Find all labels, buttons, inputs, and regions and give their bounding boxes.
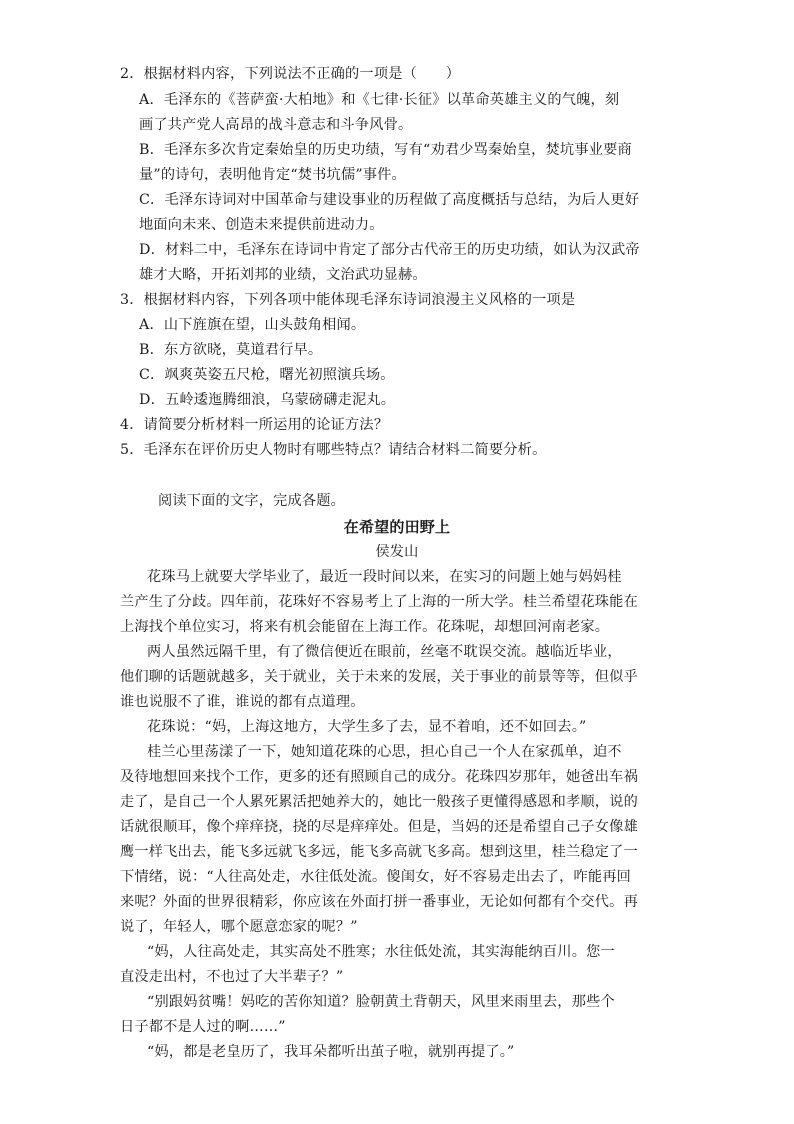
story-line: 两人虽然远隔千里，有了微信便近在眼前，丝毫不耽误交流。越临近毕业， (147, 644, 622, 660)
question-2-stem: 2．根据材料内容，下列说法不正确的一项是（ ） (120, 66, 461, 82)
question-4: 4．请简要分析材料一所运用的论证方法？ (120, 417, 389, 433)
story-line: 他们聊的话题就越多，关于就业，关于未来的发展，关于事业的前景等等，但似乎 (120, 669, 638, 685)
story-line: 来呢？外面的世界很精彩，你应该在外面打拼一番事业，无论如何都有个交代。再 (120, 894, 638, 910)
question-2-option-d: D．材料二中，毛泽东在诗词中肯定了部分古代帝王的历史功绩，如认为汉武帝 (139, 242, 640, 258)
story-line: 直没走出村，不也过了大半辈子？” (120, 969, 344, 985)
story-line: 谁也说服不了谁，谁说的都有点道理。 (120, 694, 365, 710)
story-line: 花珠马上就要大学毕业了，最近一段时间以来，在实习的问题上她与妈妈桂 (147, 569, 622, 585)
question-3-option-d: D．五岭逶迤腾细浪，乌蒙磅礴走泥丸。 (139, 392, 396, 408)
story-line: 鹰一样飞出去，能飞多远就飞多远，能飞多高就飞多高。想到这里，桂兰稳定了一 (120, 844, 638, 860)
question-3-option-c: C．飒爽英姿五尺枪，曙光初照演兵场。 (139, 367, 395, 383)
story-line: “妈，人往高处走，其实高处不胜寒；水往低处流，其实海能纳百川。您一 (147, 944, 615, 960)
story-line: 日子都不是人过的啊……” (120, 1019, 286, 1035)
question-5: 5．毛泽东在评价历史人物时有哪些特点？请结合材料二简要分析。 (120, 442, 547, 458)
question-3-option-b: B．东方欲晓，莫道君行早。 (139, 342, 323, 358)
story-line: 及待地想回来找个工作，更多的还有照顾自己的成分。花珠四岁那年，她爸出车祸 (120, 769, 638, 785)
story-line: 上海找个单位实习，将来有机会能留在上海工作。花珠呢，却想回河南老家。 (120, 619, 610, 635)
question-2-option-a-cont: 画了共产党人高昂的战斗意志和斗争风骨。 (139, 117, 413, 133)
question-2-option-a: A．毛泽东的《菩萨蛮·大柏地》和《七律·长征》以革命英雄主义的气魄，刻 (139, 92, 620, 108)
story-line: 花珠说：“妈，上海这地方，大学生多了去，显不着咱，还不如回去。” (147, 719, 587, 735)
story-line: 说了，年轻人，哪个愿意恋家的呢？” (120, 919, 358, 935)
question-2-option-c-cont: 地面向未来、创造未来提供前进动力。 (139, 217, 384, 233)
question-2-option-b-cont: 量”的诗句，表明他肯定“焚书坑儒”事件。 (139, 167, 406, 183)
story-author: 侯发山 (375, 544, 419, 560)
question-3-stem: 3．根据材料内容，下列各项中能体现毛泽东诗词浪漫主义风格的一项是 (120, 292, 576, 308)
story-line: 话就很顺耳，像个痒痒挠，挠的尽是痒痒处。但是，当妈的还是希望自己子女像雄 (120, 819, 638, 835)
question-3-option-a: A．山下旌旗在望，山头鼓角相闻。 (139, 317, 366, 333)
story-title: 在希望的田野上 (343, 518, 451, 536)
question-2-option-b: B．毛泽东多次肯定秦始皇的历史功绩，写有“劝君少骂秦始皇，焚坑事业要商 (139, 142, 632, 158)
story-line: 桂兰心里荡漾了一下，她知道花珠的心思，担心自己一个人在家孤单，迫不 (147, 744, 622, 760)
reading-intro: 阅读下面的文字，完成各题。 (158, 493, 346, 509)
question-2-option-d-cont: 雄才大略，开拓刘邦的业绩，文治武功显赫。 (139, 267, 427, 283)
story-line: 兰产生了分歧。四年前，花珠好不容易考上了上海的一所大学。桂兰希望花珠能在 (120, 594, 638, 610)
story-line: 走了，是自己一个人累死累活把她养大的，她比一般孩子更懂得感恩和孝顺，说的 (120, 794, 638, 810)
story-line: “妈，都是老皇历了，我耳朵都听出茧子啦，就别再提了。” (147, 1044, 515, 1060)
question-2-option-c: C．毛泽东诗词对中国革命与建设事业的历程做了高度概括与总结，为后人更好 (139, 192, 640, 208)
story-line: “别跟妈贫嘴！妈吃的苦你知道？脸朝黄土背朝天，风里来雨里去，那些个 (147, 994, 615, 1010)
story-line: 下情绪，说：“人往高处走，水往低处流。傻闺女，好不容易走出去了，咋能再回 (120, 869, 632, 885)
